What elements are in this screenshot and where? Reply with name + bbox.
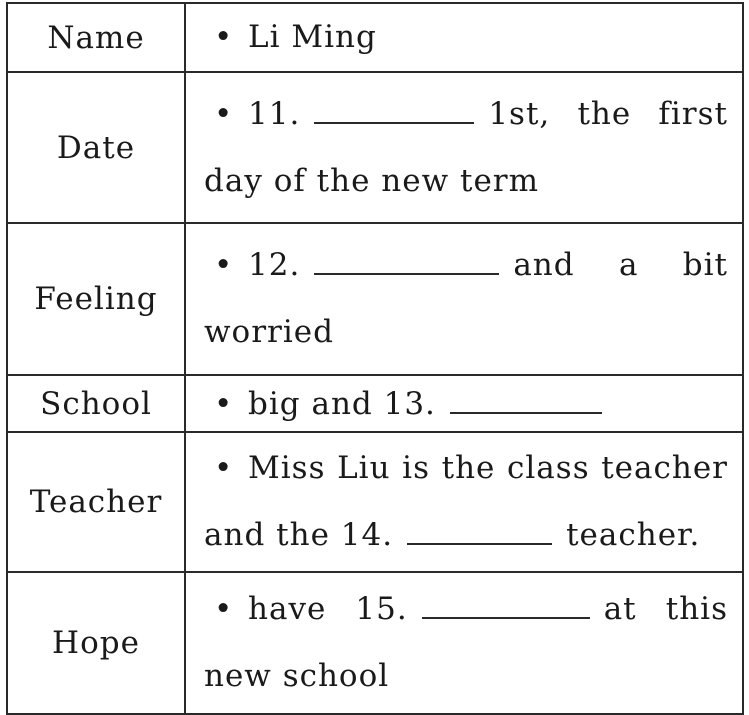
table-row (7, 223, 743, 375)
school-text: big and 13. (248, 385, 436, 422)
bullet-icon: • (214, 385, 234, 422)
row-value-hope (185, 572, 743, 714)
table-row (7, 375, 743, 432)
teacher-text-end: teacher. (566, 517, 701, 553)
row-label-hope: Hope (7, 572, 185, 714)
blank-line-11[interactable] (314, 100, 474, 124)
row-value-feeling (185, 223, 743, 375)
row-value-date (185, 72, 743, 223)
table-row (7, 3, 743, 72)
hope-text-end: at this new school (204, 591, 728, 694)
row-label-teacher: Teacher (7, 432, 185, 572)
teacher-text: Miss Liu is the class teacher and the 14. (204, 450, 728, 553)
blank-line-12[interactable] (314, 251, 499, 275)
blank-line-13[interactable] (450, 390, 602, 414)
bullet-icon: • (214, 95, 234, 132)
row-label-school: School (7, 375, 185, 432)
bullet-icon: • (214, 247, 234, 283)
bullet-icon: • (214, 450, 234, 486)
row-label-feeling: Feeling (7, 223, 185, 375)
blank-line-15[interactable] (422, 595, 590, 619)
table-row (7, 72, 743, 223)
row-label-name: Name (7, 3, 185, 72)
blank-line-14[interactable] (407, 521, 552, 545)
feeling-text: and a bit worried (204, 247, 728, 350)
row-value-name (185, 3, 743, 72)
row-value-teacher (185, 432, 743, 572)
date-text: 1st, the first day of the new term (204, 95, 728, 199)
name-text: Li Ming (248, 19, 377, 55)
blank-number: 12. (248, 247, 301, 283)
info-table (6, 2, 744, 715)
bullet-icon: • (214, 19, 234, 55)
row-value-school (185, 375, 743, 432)
bullet-icon: • (214, 591, 234, 627)
blank-number: 11. (248, 95, 301, 132)
hope-text: have 15. (248, 591, 408, 627)
table-row (7, 572, 743, 714)
row-label-date: Date (7, 72, 185, 223)
table-row (7, 432, 743, 572)
